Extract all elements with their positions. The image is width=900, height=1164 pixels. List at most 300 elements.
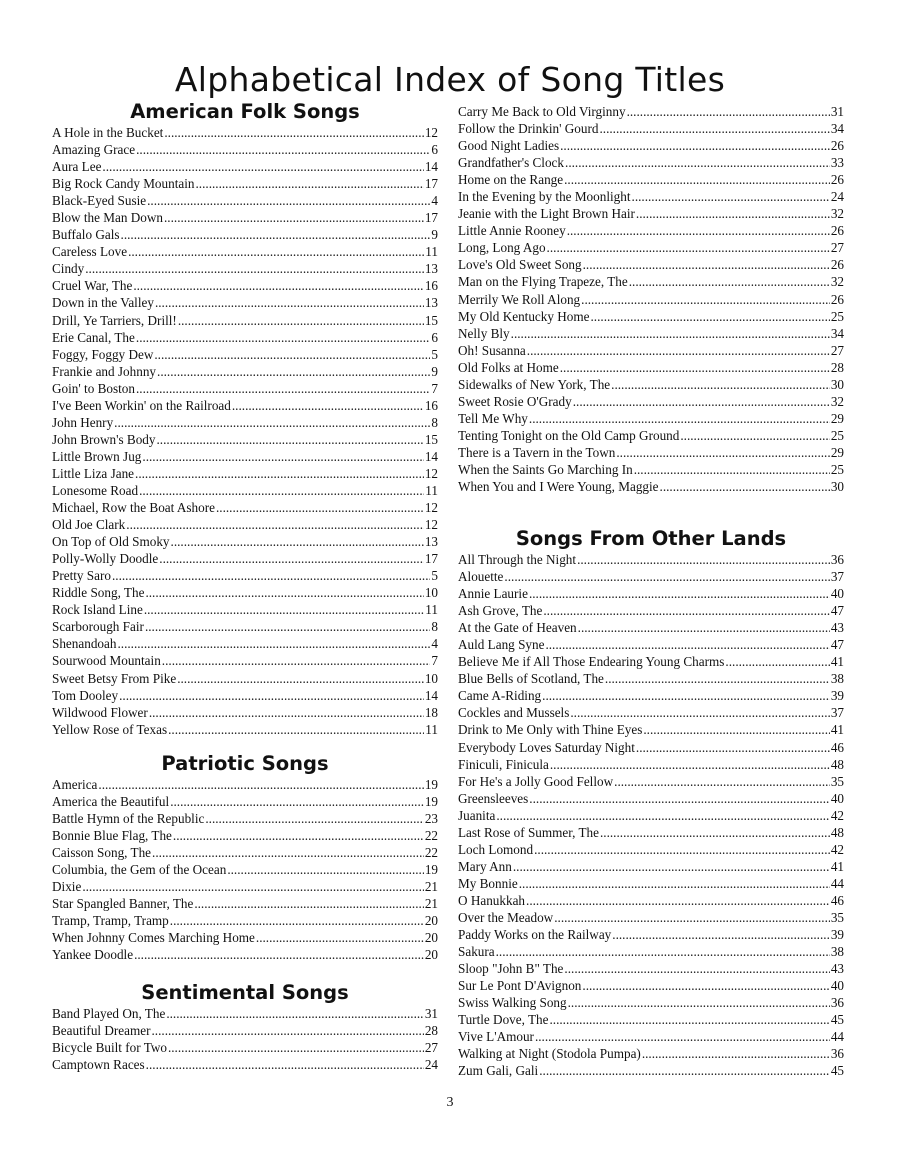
index-entry [52,704,438,721]
index-entry [52,687,438,704]
index-entry [52,1022,438,1039]
page-ref: 48 [830,824,844,840]
index-entry [52,175,438,192]
index-entry [52,499,438,516]
index-entry [458,994,844,1011]
index-entry [52,670,438,687]
index-entry [458,807,844,824]
dot-leader [98,776,423,793]
song-title: Drill, Ye Tarriers, Drill! [52,312,177,328]
index-entry [458,1028,844,1045]
index-entry [52,912,438,929]
index-entry [458,393,844,410]
page-ref: 11 [425,482,438,498]
section-heading: Patriotic Songs [161,752,329,775]
page-ref: 17 [424,210,438,226]
dot-leader [114,414,430,431]
song-title: Follow the Drinkin' Gourd [458,121,599,137]
page-ref: 25 [830,308,844,324]
page-ref: 30 [830,376,844,392]
page-ref: 27 [830,342,844,358]
song-title: Jeanie with the Light Brown Hair [458,206,635,222]
dot-leader [511,325,830,342]
dot-leader [605,670,830,687]
song-title: Sweet Rosie O'Grady [458,393,572,409]
page-ref: 31 [830,104,844,119]
index-entry [52,192,438,209]
index-entry [458,1062,844,1079]
dot-leader [568,994,830,1011]
page-ref: 24 [424,1057,438,1073]
dot-leader [154,346,430,363]
song-title: In the Evening by the Moonlight [458,189,631,205]
song-title: Down in the Valley [52,295,154,311]
dot-leader [549,1011,829,1028]
index-entry [52,260,438,277]
dot-leader [173,827,424,844]
dot-leader [496,943,830,960]
dot-leader [564,171,830,188]
index-entry [458,1011,844,1028]
page-ref: 45 [830,1012,844,1028]
song-title: Grandfather's Clock [458,155,565,171]
index-entry [458,858,844,875]
dot-leader [583,256,830,273]
song-list [52,776,438,964]
dot-leader [513,858,830,875]
index-entry [458,551,844,568]
dot-leader [256,929,424,946]
song-title: I've Been Workin' on the Railroad [52,397,231,413]
dot-leader [121,226,431,243]
page-ref: 29 [830,444,844,460]
dot-leader [168,1039,424,1056]
dot-leader [636,205,830,222]
song-title: Columbia, the Gem of the Ocean [52,862,227,878]
page-ref: 16 [424,397,438,413]
song-title: Shenandoah [52,636,117,652]
page-ref: 11 [425,602,438,618]
song-title: Cindy [52,261,85,277]
dot-leader [535,1028,830,1045]
song-title: Finiculi, Finicula [458,756,549,772]
song-title: Greensleeves [458,790,529,806]
dot-leader [194,895,423,912]
song-title: On Top of Old Smoky [52,534,170,550]
index-entry [52,465,438,482]
dot-leader [543,602,829,619]
page-ref: 32 [830,206,844,222]
index-entry [458,427,844,444]
song-title: Annie Laurie [458,586,528,602]
song-title: America [52,777,98,792]
page-ref: 46 [830,739,844,755]
song-title: Careless Love [52,244,128,260]
index-entry [458,824,844,841]
dot-leader [570,704,829,721]
page-ref: 7 [431,380,438,396]
section-songs-from-other-lands [458,527,844,1079]
index-entry [458,154,844,171]
song-title: A Hole in the Bucket [52,125,164,140]
song-title: Sakura [458,944,495,960]
index-entry [52,141,438,158]
song-title: Auld Lang Syne [458,637,545,653]
index-entry [52,827,438,844]
index-entry [52,895,438,912]
index-entry [52,363,438,380]
dot-leader [166,1005,424,1022]
song-title: Buffalo Gals [52,227,120,243]
index-entry [458,291,844,308]
page-ref: 47 [830,637,844,653]
dot-leader [599,120,829,137]
dot-leader [152,1022,424,1039]
page-ref: 32 [830,274,844,290]
dot-leader [526,892,830,909]
song-title: Nelly Bly [458,325,510,341]
section-american-folk-songs [52,100,438,738]
dot-leader [529,790,830,807]
index-entry [458,585,844,602]
page-ref: 34 [830,121,844,137]
index-entry [52,861,438,878]
dot-leader [529,410,830,427]
dot-leader [680,427,829,444]
index-entry [458,273,844,290]
page-ref: 12 [424,500,438,516]
page-ref: 22 [424,828,438,844]
page-ref: 35 [830,773,844,789]
page-ref: 35 [830,909,844,925]
page-ref: 5 [431,568,438,584]
song-title: Believe Me if All Those Endearing Young Charms [458,654,725,670]
page-ref: 45 [830,1063,844,1079]
dot-leader [577,551,830,568]
page-ref: 22 [424,845,438,861]
index-entry [52,346,438,363]
dot-leader [614,773,830,790]
page-ref: 19 [424,794,438,810]
song-title: Michael, Row the Boat Ashore [52,500,215,516]
song-title: Juanita [458,807,496,823]
index-entry [52,776,438,793]
page-ref: 9 [431,227,438,243]
dot-leader [629,273,830,290]
page-ref: 26 [830,172,844,188]
song-title: Turtle Dove, The [458,1012,549,1028]
page-ref: 20 [424,930,438,946]
dot-leader [112,567,430,584]
dot-leader [164,124,423,141]
song-title: Yellow Rose of Texas [52,721,168,737]
section-heading: Sentimental Songs [141,981,349,1004]
song-title: Pretty Saro [52,568,111,584]
dot-leader [496,807,829,824]
page-ref: 20 [424,947,438,963]
page-ref: 26 [830,138,844,154]
page-ref: 37 [830,705,844,721]
song-title: Little Annie Rooney [458,223,566,239]
song-title: There is a Tavern in the Town [458,444,616,460]
dot-leader [634,461,830,478]
song-title: Battle Hymn of the Republic [52,811,205,827]
index-entry [458,841,844,858]
index-entry [52,226,438,243]
page-ref: 12 [424,517,438,533]
song-title: Little Brown Jug [52,448,142,464]
index-entry [458,188,844,205]
section-sentimental-songs-continued [458,103,844,495]
dot-leader [119,687,424,704]
index-entry [458,376,844,393]
index-entry [458,619,844,636]
song-title: Goin' to Boston [52,380,135,396]
dot-leader [581,291,830,308]
index-entry [52,844,438,861]
song-title: Loch Lomond [458,841,534,857]
dot-leader [725,653,829,670]
index-entry [458,239,844,256]
dot-leader [578,619,830,636]
dot-leader [164,209,424,226]
dot-leader [632,188,830,205]
dot-leader [134,946,424,963]
index-entry [458,359,844,376]
song-title: Came A-Riding [458,688,542,704]
page-ref: 14 [424,159,438,175]
song-title: Big Rock Candy Mountain [52,176,195,192]
page-ref: 40 [830,790,844,806]
dot-leader [128,243,424,260]
index-entry [52,550,438,567]
song-title: Home on the Range [458,172,564,188]
dot-leader [560,137,830,154]
dot-leader [560,359,830,376]
section-heading: American Folk Songs [130,100,360,123]
dot-leader [102,158,423,175]
song-title: Everybody Loves Saturday Night [458,739,635,755]
dot-leader [611,376,830,393]
song-list [52,1005,438,1073]
index-entry [52,810,438,827]
page-ref: 36 [830,1046,844,1062]
song-title: Beautiful Dreamer [52,1023,151,1039]
dot-leader [155,294,424,311]
dot-leader [170,912,424,929]
index-entry [458,704,844,721]
index-entry [52,533,438,550]
index-entry [458,103,844,120]
song-title: Sidewalks of New York, The [458,376,611,392]
dot-leader [196,175,424,192]
index-entry [52,929,438,946]
page-ref: 16 [424,278,438,294]
page-ref: 26 [830,291,844,307]
index-entry [52,601,438,618]
song-title: Ash Grove, The [458,603,543,619]
dot-leader [147,192,430,209]
index-entry [52,1056,438,1073]
dot-leader [157,363,430,380]
song-title: For He's a Jolly Good Fellow [458,773,614,789]
dot-leader [171,533,424,550]
song-list [458,103,844,495]
song-title: Swiss Walking Song [458,995,567,1011]
dot-leader [564,960,829,977]
song-title: Paddy Works on the Railway [458,927,612,943]
index-entry [458,342,844,359]
dot-leader [133,277,423,294]
page-ref: 8 [431,619,438,635]
song-title: My Old Kentucky Home [458,308,590,324]
song-title: John Brown's Body [52,431,156,447]
page-ref: 48 [830,756,844,772]
song-title: Cockles and Mussels [458,705,570,721]
dot-leader [591,308,830,325]
song-title: Bicycle Built for Two [52,1040,167,1056]
page-ref: 29 [830,410,844,426]
index-entry [458,1045,844,1062]
index-entry [458,410,844,427]
dot-leader [643,721,829,738]
dot-leader [85,260,424,277]
song-title: Drink to Me Only with Thine Eyes [458,722,643,738]
dot-leader [547,239,830,256]
index-entry [52,380,438,397]
page-ref: 10 [424,585,438,601]
song-title: Caisson Song, The [52,845,152,861]
page-ref: 26 [830,223,844,239]
dot-leader [567,222,830,239]
index-entry [52,209,438,226]
page-ref: 26 [830,257,844,273]
dot-leader [642,1045,830,1062]
index-entry [458,739,844,756]
index-entry [458,171,844,188]
dot-leader [82,878,424,895]
page-ref: 37 [830,569,844,585]
page-ref: 27 [830,240,844,256]
dot-leader [612,926,830,943]
page-ref: 41 [830,858,844,874]
index-entry [458,875,844,892]
page-ref: 44 [830,875,844,891]
index-entry [458,461,844,478]
song-title: Carry Me Back to Old Virginny [458,104,626,119]
index-entry [458,926,844,943]
page-ref: 11 [425,721,438,737]
song-title: All Through the Night [458,552,577,567]
dot-leader [660,478,830,495]
page-ref: 44 [830,1029,844,1045]
index-entry [458,670,844,687]
dot-leader [554,909,830,926]
index-entry [52,482,438,499]
dot-leader [136,380,430,397]
page-ref: 9 [431,363,438,379]
page-ref: 10 [424,670,438,686]
page-ref: 36 [830,995,844,1011]
index-entry [458,892,844,909]
song-title: Yankee Doodle [52,947,134,963]
song-title: Bonnie Blue Flag, The [52,828,172,844]
dot-leader [565,154,830,171]
index-entry [458,256,844,273]
song-title: Wildwood Flower [52,704,148,720]
page-ref: 18 [424,704,438,720]
song-title: Scarborough Fair [52,619,144,635]
dot-leader [142,448,423,465]
page-ref: 25 [830,461,844,477]
page-ref: 11 [425,244,438,260]
song-title: Sloop "John B" The [458,961,564,977]
song-title: O Hanukkah [458,892,526,908]
page-ref: 21 [424,879,438,895]
song-title: Tom Dooley [52,687,119,703]
dot-leader [159,550,424,567]
song-title: At the Gate of Heaven [458,620,577,636]
song-title: Foggy, Foggy Dew [52,346,154,362]
dot-leader [144,601,424,618]
page-ref: 15 [424,431,438,447]
section-patriotic-songs [52,752,438,964]
song-title: Last Rose of Summer, The [458,824,599,840]
index-entry [52,277,438,294]
page-ref: 28 [830,359,844,375]
page-ref: 7 [431,653,438,669]
section-heading: Songs From Other Lands [515,527,787,550]
index-entry [458,909,844,926]
song-title: When You and I Were Young, Maggie [458,479,659,495]
page-ref: 12 [424,125,438,140]
dot-leader [145,618,430,635]
page-ref: 14 [424,448,438,464]
song-title: Band Played On, The [52,1006,166,1021]
song-title: Sweet Betsy From Pike [52,670,177,686]
page-ref: 20 [424,913,438,929]
page-ref: 13 [424,261,438,277]
dot-leader [146,1056,424,1073]
dot-leader [582,977,829,994]
page-ref: 41 [830,654,844,670]
index-entry [52,243,438,260]
song-title: Merrily We Roll Along [458,291,581,307]
dot-leader [168,721,424,738]
index-entry [458,687,844,704]
index-entry [52,618,438,635]
song-title: Oh! Susanna [458,342,526,358]
song-title: Tenting Tonight on the Old Camp Ground [458,427,680,443]
dot-leader [627,103,830,120]
song-title: Blue Bells of Scotland, The [458,671,604,687]
song-title: Little Liza Jane [52,465,135,481]
song-title: Aura Lee [52,159,102,175]
index-entry [52,793,438,810]
dot-leader [135,465,424,482]
dot-leader [232,397,424,414]
song-title: Vive L'Amour [458,1029,534,1045]
dot-leader [205,810,423,827]
dot-leader [504,568,829,585]
page-ref: 23 [424,811,438,827]
page-ref: 42 [830,841,844,857]
index-entry [458,205,844,222]
index-entry [52,878,438,895]
song-title: Blow the Man Down [52,210,163,226]
page-ref: 41 [830,722,844,738]
page-ref: 36 [830,552,844,567]
